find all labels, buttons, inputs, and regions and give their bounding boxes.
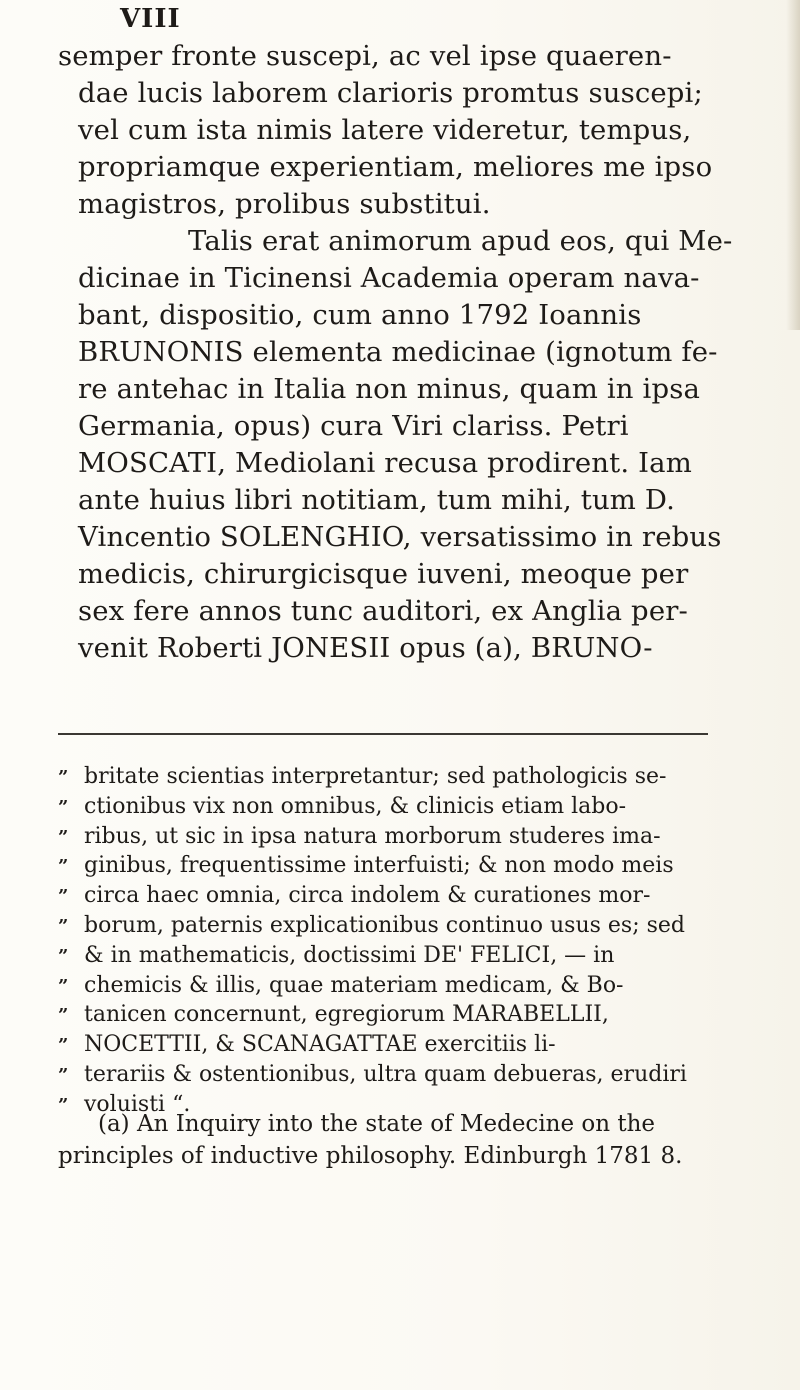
quote-mark: ” [58, 1035, 69, 1057]
quotation-block [58, 762, 798, 1120]
page-number: VIII [120, 4, 181, 34]
text-line: sex fere annos tunc auditori, ex Anglia per- [78, 595, 688, 627]
quote-line [58, 762, 798, 792]
quote-mark: ” [58, 945, 69, 967]
quote-mark: ” [58, 1094, 69, 1116]
quote-line [58, 792, 798, 822]
quote-line [58, 851, 798, 881]
footnote [58, 1108, 798, 1172]
quote-line-text: britate scientias interpretantur; sed pathologicis se- [84, 764, 667, 789]
text-line: vel cum ista nimis latere videretur, tempus, [78, 114, 692, 146]
quote-mark: ” [58, 886, 69, 908]
text-line: bant, dispositio, cum anno 1792 Ioannis [78, 299, 642, 331]
quote-line-text: ctionibus vix non omnibus, & clinicis etiam labo- [84, 793, 627, 819]
quote-line-text: NOCETTII, & SCANAGATTAE exercitiis li- [84, 1032, 556, 1058]
text-line: re antehac in Italia non minus, quam in ipsa [78, 373, 701, 405]
quote-line-text: tanicen concernunt, egregiorum MARABELLII, [84, 1002, 609, 1028]
text-line: Vincentio SOLENGHIO, versatissimo in rebus [78, 521, 722, 553]
quote-line-text: voluisti “. [84, 1091, 191, 1117]
quote-line [58, 1000, 798, 1030]
text-line: MOSCATI, Mediolani recusa prodirent. Iam [78, 447, 692, 479]
quote-line [58, 911, 798, 941]
quote-line [58, 822, 798, 852]
quote-line [58, 881, 798, 911]
quote-line [58, 1060, 798, 1090]
text-line: venit Roberti JONESII opus (a), BRUNO- [78, 632, 653, 664]
quote-line-text: circa haec omnia, circa indolem & curationes mor- [84, 883, 651, 909]
footnote-line: principles of inductive philosophy. Edinburgh 1781 8. [58, 1143, 683, 1169]
text-line: dae lucis laborem clarioris promtus suscepi; [78, 77, 703, 109]
quote-mark: ” [58, 1005, 69, 1027]
text-line: dicinae in Ticinensi Academia operam nava- [78, 262, 700, 294]
quote-line-text: borum, paternis explicationibus continuo usus es; sed [84, 912, 686, 938]
text-line: medicis, chirurgicisque iuveni, meoque per [78, 558, 689, 590]
quote-mark: ” [58, 767, 69, 788]
text-line: Germania, opus) cura Viri clariss. Petri [78, 410, 629, 442]
divider-rule [58, 733, 708, 735]
text-line: BRUNONIS elementa medicinae (ignotum fe- [78, 336, 718, 368]
quote-line-text: ginibus, frequentissime interfuisti; & non modo meis [84, 853, 674, 879]
text-line: semper fronte suscepi, ac vel ipse quaeren- [58, 40, 672, 72]
quote-mark: ” [58, 796, 69, 818]
quote-mark: ” [58, 826, 69, 848]
quote-line [58, 1030, 798, 1060]
text-line: ante huius libri notitiam, tum mihi, tum D. [78, 484, 676, 516]
text-line: magistros, prolibus substitui. [78, 188, 491, 220]
footnote-line: (a) An Inquiry into the state of Medecine on the [98, 1111, 656, 1137]
text-line: Talis erat animorum apud eos, qui Me- [188, 225, 733, 257]
quote-line-text: terariis & ostentionibus, ultra quam debueras, erudiri [84, 1061, 687, 1087]
main-text [58, 38, 798, 667]
text-line: propriamque experientiam, meliores me ipso [78, 151, 713, 183]
quote-mark: ” [58, 1064, 69, 1086]
quote-line [58, 941, 798, 971]
quote-line-text: & in mathematicis, doctissimi DE' FELICI, — in [84, 942, 615, 968]
quote-mark: ” [58, 915, 69, 937]
quote-line-text: ribus, ut sic in ipsa natura morborum studeres ima- [84, 823, 661, 849]
quote-mark: ” [58, 856, 69, 878]
quote-mark: ” [58, 975, 69, 997]
quote-line [58, 971, 798, 1001]
quote-line-text: chemicis & illis, quae materiam medicam, & Bo- [84, 972, 624, 998]
